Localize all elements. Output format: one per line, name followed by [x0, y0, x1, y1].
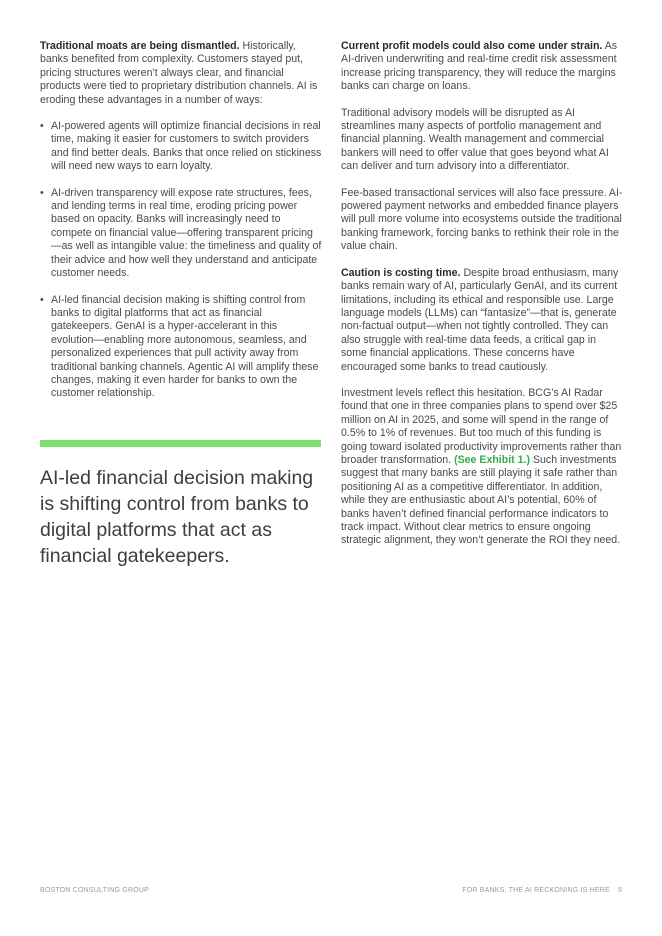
- bullet-item: [40, 187, 322, 281]
- bullet-icon: •: [40, 120, 44, 133]
- fee-based-paragraph: Fee-based transactional services will also face pressure. AI-powered payment networks and embedded finance players will pull more volume into ecosystems outside the traditional banking framework, forcing banks to rethink their role in the value chain.: [341, 186, 623, 253]
- profit-models-paragraph: [341, 40, 623, 94]
- footer-title-block: [462, 887, 622, 894]
- bullet-icon: •: [40, 186, 44, 199]
- bullet-text: AI-powered agents will optimize financial decisions in real time, making it easier for customers to switch providers and find better deals. Banks that once relied on stickiness will need new ways to earn loyalty.: [51, 120, 322, 173]
- left-column: [40, 40, 322, 414]
- bullet-text: AI-led financial decision making is shifting control from banks to digital platforms that act as financial gatekeepers. GenAI is a hyper-accelerant in this evolution—enabling more autonomous, seamless, and personalized experiences that pull activity away from traditional banking channels. Agentic AI will amplify these changes, making it even harder for banks to own the customer relationship.: [51, 293, 319, 400]
- investment-text-after: Such investments suggest that many banks are still playing it safe rather than positioning AI as a competitive differentiator. In addition, while they are enthusiastic about AI’s potential, 60% of banks haven’t defined financial performance indicators to track impact. Without clear metrics to ensure ongoing strategic alignment, they won’t generate the ROI they need.: [341, 453, 621, 547]
- page-number: 5: [617, 887, 622, 894]
- intro-paragraph: [40, 40, 322, 107]
- intro-body: Historically, banks benefited from complexity. Customers stayed put, pricing structures weren’t always clear, and financial products were tied to proprietary distribution channels. AI is eroding these advantages in a number of ways:: [40, 40, 318, 106]
- caution-heading: Caution is costing time.: [341, 266, 461, 279]
- profit-models-heading: Current profit models could also come under strain.: [341, 40, 603, 52]
- advisory-paragraph: Traditional advisory models will be disrupted as AI streamlines many aspects of portfolio management and financial planning. Wealth management and commercial bankers will need to offer value that goes beyond what AI can deliver and turn advisory into a differentiator.: [341, 106, 609, 173]
- profit-models-body: As AI-driven underwriting and real-time credit risk assessment increase pricing transparency, they will reduce the margins banks can charge on loans.: [341, 40, 618, 93]
- bullet-list: [40, 120, 322, 401]
- accent-bar: [40, 440, 321, 447]
- exhibit-link[interactable]: (See Exhibit 1.): [454, 453, 531, 466]
- bullet-item: [40, 120, 322, 174]
- footer-publisher: BOSTON CONSULTING GROUP: [40, 887, 149, 894]
- caution-paragraph: [341, 267, 623, 374]
- investment-paragraph: [341, 387, 623, 548]
- intro-heading: Traditional moats are being dismantled.: [40, 40, 240, 52]
- caution-body: Despite broad enthusiasm, many banks remain wary of AI, particularly GenAI, and its current limitations, including its ethical and responsible use. Large language models (LLMs) can “fantasize”—that is, generate non-factual output—when not tightly controlled. They can also struggle with real-time data feeds, a critical gap in some financial applications. These concerns have encouraged some banks to tread cautiously.: [341, 266, 619, 373]
- right-column: [341, 40, 623, 561]
- bullet-item: [40, 294, 322, 401]
- bullet-icon: •: [40, 293, 44, 306]
- investment-text-before: Investment levels reflect this hesitation. BCG’s AI Radar found that one in three companies plans to spend over $25 million on AI in 2025, and some will spend in the range of 0.5% to 1% of revenues. But too much of this funding is going toward isolated productivity improvements rather than broader transformation.: [341, 386, 622, 466]
- bullet-text: AI-driven transparency will expose rate structures, fees, and lending terms in real time, eroding pricing power based on opacity. Banks will increasingly need to compete on financial value—offering transparent pricing—as well as intangible value: the timeliness and quality of their advice and how well they understand and anticipate customer needs.: [51, 186, 322, 280]
- footer-report-title: FOR BANKS, THE AI RECKONING IS HERE: [462, 887, 610, 894]
- pull-quote: AI-led financial decision making is shifting control from banks to digital platforms that act as financial gatekeepers.: [40, 467, 314, 567]
